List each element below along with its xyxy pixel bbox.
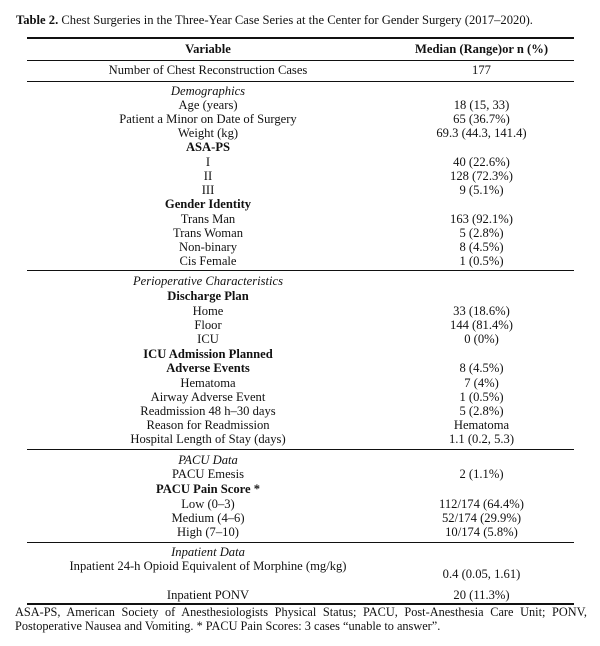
row-value: 9 (5.1%): [459, 183, 504, 197]
row-value: 69.3 (44.3, 141.4): [436, 126, 527, 140]
group-adverse-events: [27, 361, 574, 375]
row-value: 0.4 (0.05, 1.61): [442, 567, 521, 581]
section-title: PACU Data: [178, 453, 238, 467]
row-variable: Hematoma: [180, 376, 236, 390]
group-gender-identity: [27, 197, 574, 211]
table-row: [27, 318, 574, 332]
section-rule: [27, 542, 574, 543]
row-variable: Inpatient PONV: [166, 588, 250, 602]
row-variable: Reason for Readmission: [146, 418, 270, 432]
row-value: 18 (15, 33): [453, 98, 510, 112]
row-value: 33 (18.6%): [453, 304, 510, 318]
table-row: [27, 240, 574, 254]
table-header: [27, 42, 574, 56]
table-title: Chest Surgeries in the Three-Year Case Series at the Center for Gender Surgery (2017–2020).: [61, 13, 533, 27]
row-variable: Hospital Length of Stay (days): [130, 432, 286, 446]
table-row: [27, 511, 574, 525]
group-title: Adverse Events: [166, 361, 250, 375]
section-title: Perioperative Characteristics: [132, 274, 284, 288]
row-value: 1.1 (0.2, 5.3): [448, 432, 515, 446]
row-value: 177: [472, 63, 491, 77]
section-perioperative: [27, 274, 574, 288]
table-row: [27, 525, 574, 539]
table-row: [27, 390, 574, 404]
row-variable: Low (0–3): [181, 497, 235, 511]
row-value: 40 (22.6%): [453, 155, 510, 169]
section-rule: [27, 449, 574, 450]
header-variable: Variable: [185, 42, 231, 56]
table-top-rule: [27, 37, 574, 39]
row-variable: I: [205, 155, 211, 169]
table-row: [27, 376, 574, 390]
row-variable: Weight (kg): [177, 126, 239, 140]
row-variable: PACU Emesis: [172, 467, 244, 481]
row-value: 2 (1.1%): [459, 467, 504, 481]
table-row: [27, 169, 574, 183]
row-variable: III: [201, 183, 215, 197]
group-title: ASA-PS: [185, 140, 231, 154]
group-title: ICU Admission Planned: [143, 347, 273, 361]
row-variable: High (7–10): [177, 525, 239, 539]
row-value: 7 (4%): [464, 376, 499, 390]
row-value: 128 (72.3%): [450, 169, 513, 183]
row-value: 163 (92.1%): [450, 212, 513, 226]
table-row: [27, 497, 574, 511]
row-variable: Inpatient 24-h Opioid Equivalent of Morphine (mg/kg): [69, 559, 347, 573]
row-value: 5 (2.8%): [459, 404, 504, 418]
section-pacu: [27, 453, 574, 467]
table-row: [27, 126, 574, 140]
table-row: [27, 212, 574, 226]
row-value: Hematoma: [453, 418, 510, 432]
row-variable: Age (years): [178, 98, 238, 112]
row-variable: Readmission 48 h–30 days: [140, 404, 276, 418]
table-row: [27, 404, 574, 418]
group-title: PACU Pain Score *: [155, 482, 261, 496]
row-value: 8 (4.5%): [459, 361, 504, 375]
table-row: [27, 254, 574, 268]
table-row: [27, 304, 574, 318]
table-label: Table 2.: [16, 13, 59, 27]
header-rule: [27, 60, 574, 61]
row-variable: Trans Man: [180, 212, 236, 226]
row-variable: Non-binary: [178, 240, 238, 254]
table-row: [27, 559, 574, 587]
section-title: Inpatient Data: [171, 545, 245, 559]
table-row: [27, 432, 574, 446]
table-row: [27, 63, 574, 77]
table-row: [27, 332, 574, 346]
row-value: 10/174 (5.8%): [445, 525, 518, 539]
row-variable: Patient a Minor on Date of Surgery: [119, 112, 297, 126]
row-variable: Airway Adverse Event: [150, 390, 266, 404]
row-variable: II: [203, 169, 213, 183]
group-pacu-pain-score: [27, 482, 574, 496]
table-row: [27, 588, 574, 602]
group-discharge-plan: [27, 289, 574, 303]
table-row: [27, 418, 574, 432]
group-title: Discharge Plan: [167, 289, 249, 303]
section-demographics: [27, 84, 574, 98]
table-row: [27, 155, 574, 169]
row-variable: ICU: [197, 332, 219, 346]
group-title: Gender Identity: [164, 197, 252, 211]
row-value: 144 (81.4%): [450, 318, 513, 332]
row-variable: Trans Woman: [172, 226, 243, 240]
header-value: Median (Range)or n (%): [414, 42, 549, 56]
row-value: 5 (2.8%): [459, 226, 504, 240]
section-title: Demographics: [170, 84, 246, 98]
group-asa-ps: [27, 140, 574, 154]
group-icu-admission-planned: [27, 347, 574, 361]
row-value: 112/174 (64.4%): [439, 497, 524, 511]
table-row: [27, 467, 574, 481]
section-rule: [27, 81, 574, 82]
row-value: 8 (4.5%): [459, 240, 504, 254]
row-value: 1 (0.5%): [459, 254, 504, 268]
row-value: 52/174 (29.9%): [441, 511, 522, 525]
table-caption: [16, 12, 586, 28]
row-variable: Floor: [194, 318, 222, 332]
table-row: [27, 98, 574, 112]
row-value: 1 (0.5%): [459, 390, 504, 404]
row-value: 20 (11.3%): [453, 588, 510, 602]
section-inpatient: [27, 545, 574, 559]
row-value: 0 (0%): [464, 332, 499, 346]
table-row: [27, 183, 574, 197]
table-row: [27, 112, 574, 126]
row-value: 65 (36.7%): [453, 112, 510, 126]
section-rule: [27, 270, 574, 271]
row-variable: Cis Female: [179, 254, 237, 268]
row-variable: Medium (4–6): [171, 511, 245, 525]
row-variable: Number of Chest Reconstruction Cases: [108, 63, 308, 77]
row-variable: Home: [192, 304, 224, 318]
table-row: [27, 226, 574, 240]
table-footnote: ASA-PS, American Society of Anesthesiologists Physical Status; PACU, Post-Anesthesia Care Unit; PONV, Postoperative Nausea and Vomiting. * PACU Pain Scores: 3 cases “unable to answer”.: [15, 605, 587, 633]
